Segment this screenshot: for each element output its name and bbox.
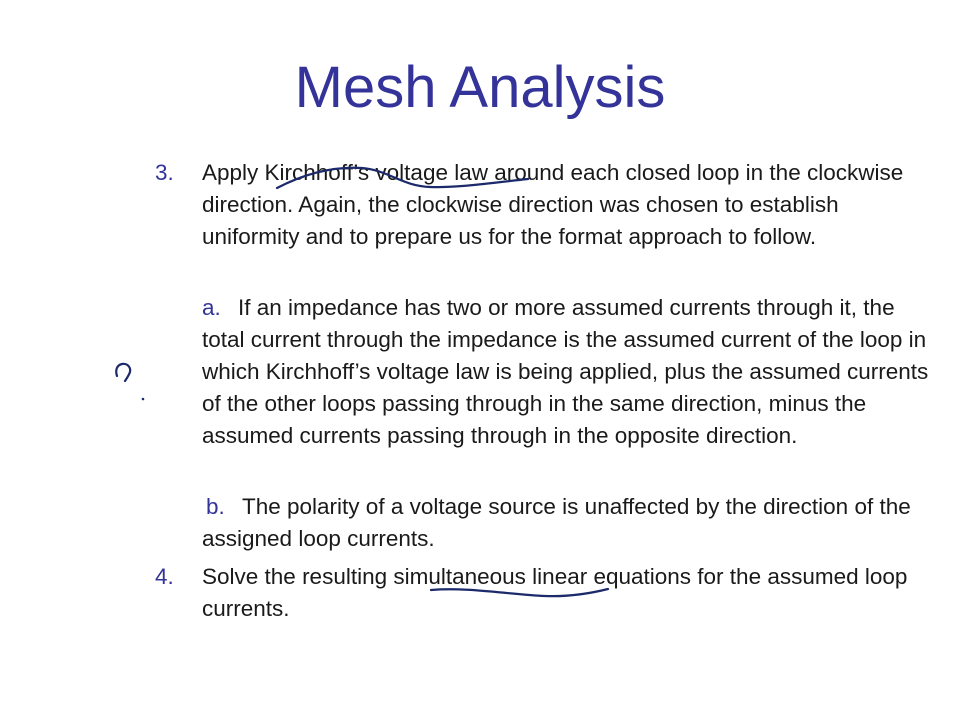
margin-dot [142,398,145,401]
slide-title: Mesh Analysis [294,55,666,120]
list-marker-3: 3. [155,160,174,185]
list-text-a: If an impedance has two or more assumed currents through it, the total current through the impedance is the assumed current of the loop in which Kirchhoff’s voltage law is being applied, plus the assumed currents of the other loops passing through in the same direction, minus the assumed currents passing through in the opposite direction. [202,295,929,448]
list-marker-a: a. [202,295,221,320]
list-marker-b: b. [206,494,225,519]
list-text-b: The polarity of a voltage source is unaffected by the direction of the assigned loop currents. [202,494,911,551]
list-marker-4: 4. [155,564,174,589]
margin-squiggle-stroke [116,364,130,381]
list-text-3: Apply Kirchhoff’s voltage law around each closed loop in the clockwise direction. Again, the clockwise direction was chosen to establish uniformity and to prepare us for the format approach to follow. [202,160,904,249]
list-text-4: Solve the resulting simultaneous linear equations for the assumed loop currents. [202,564,908,621]
